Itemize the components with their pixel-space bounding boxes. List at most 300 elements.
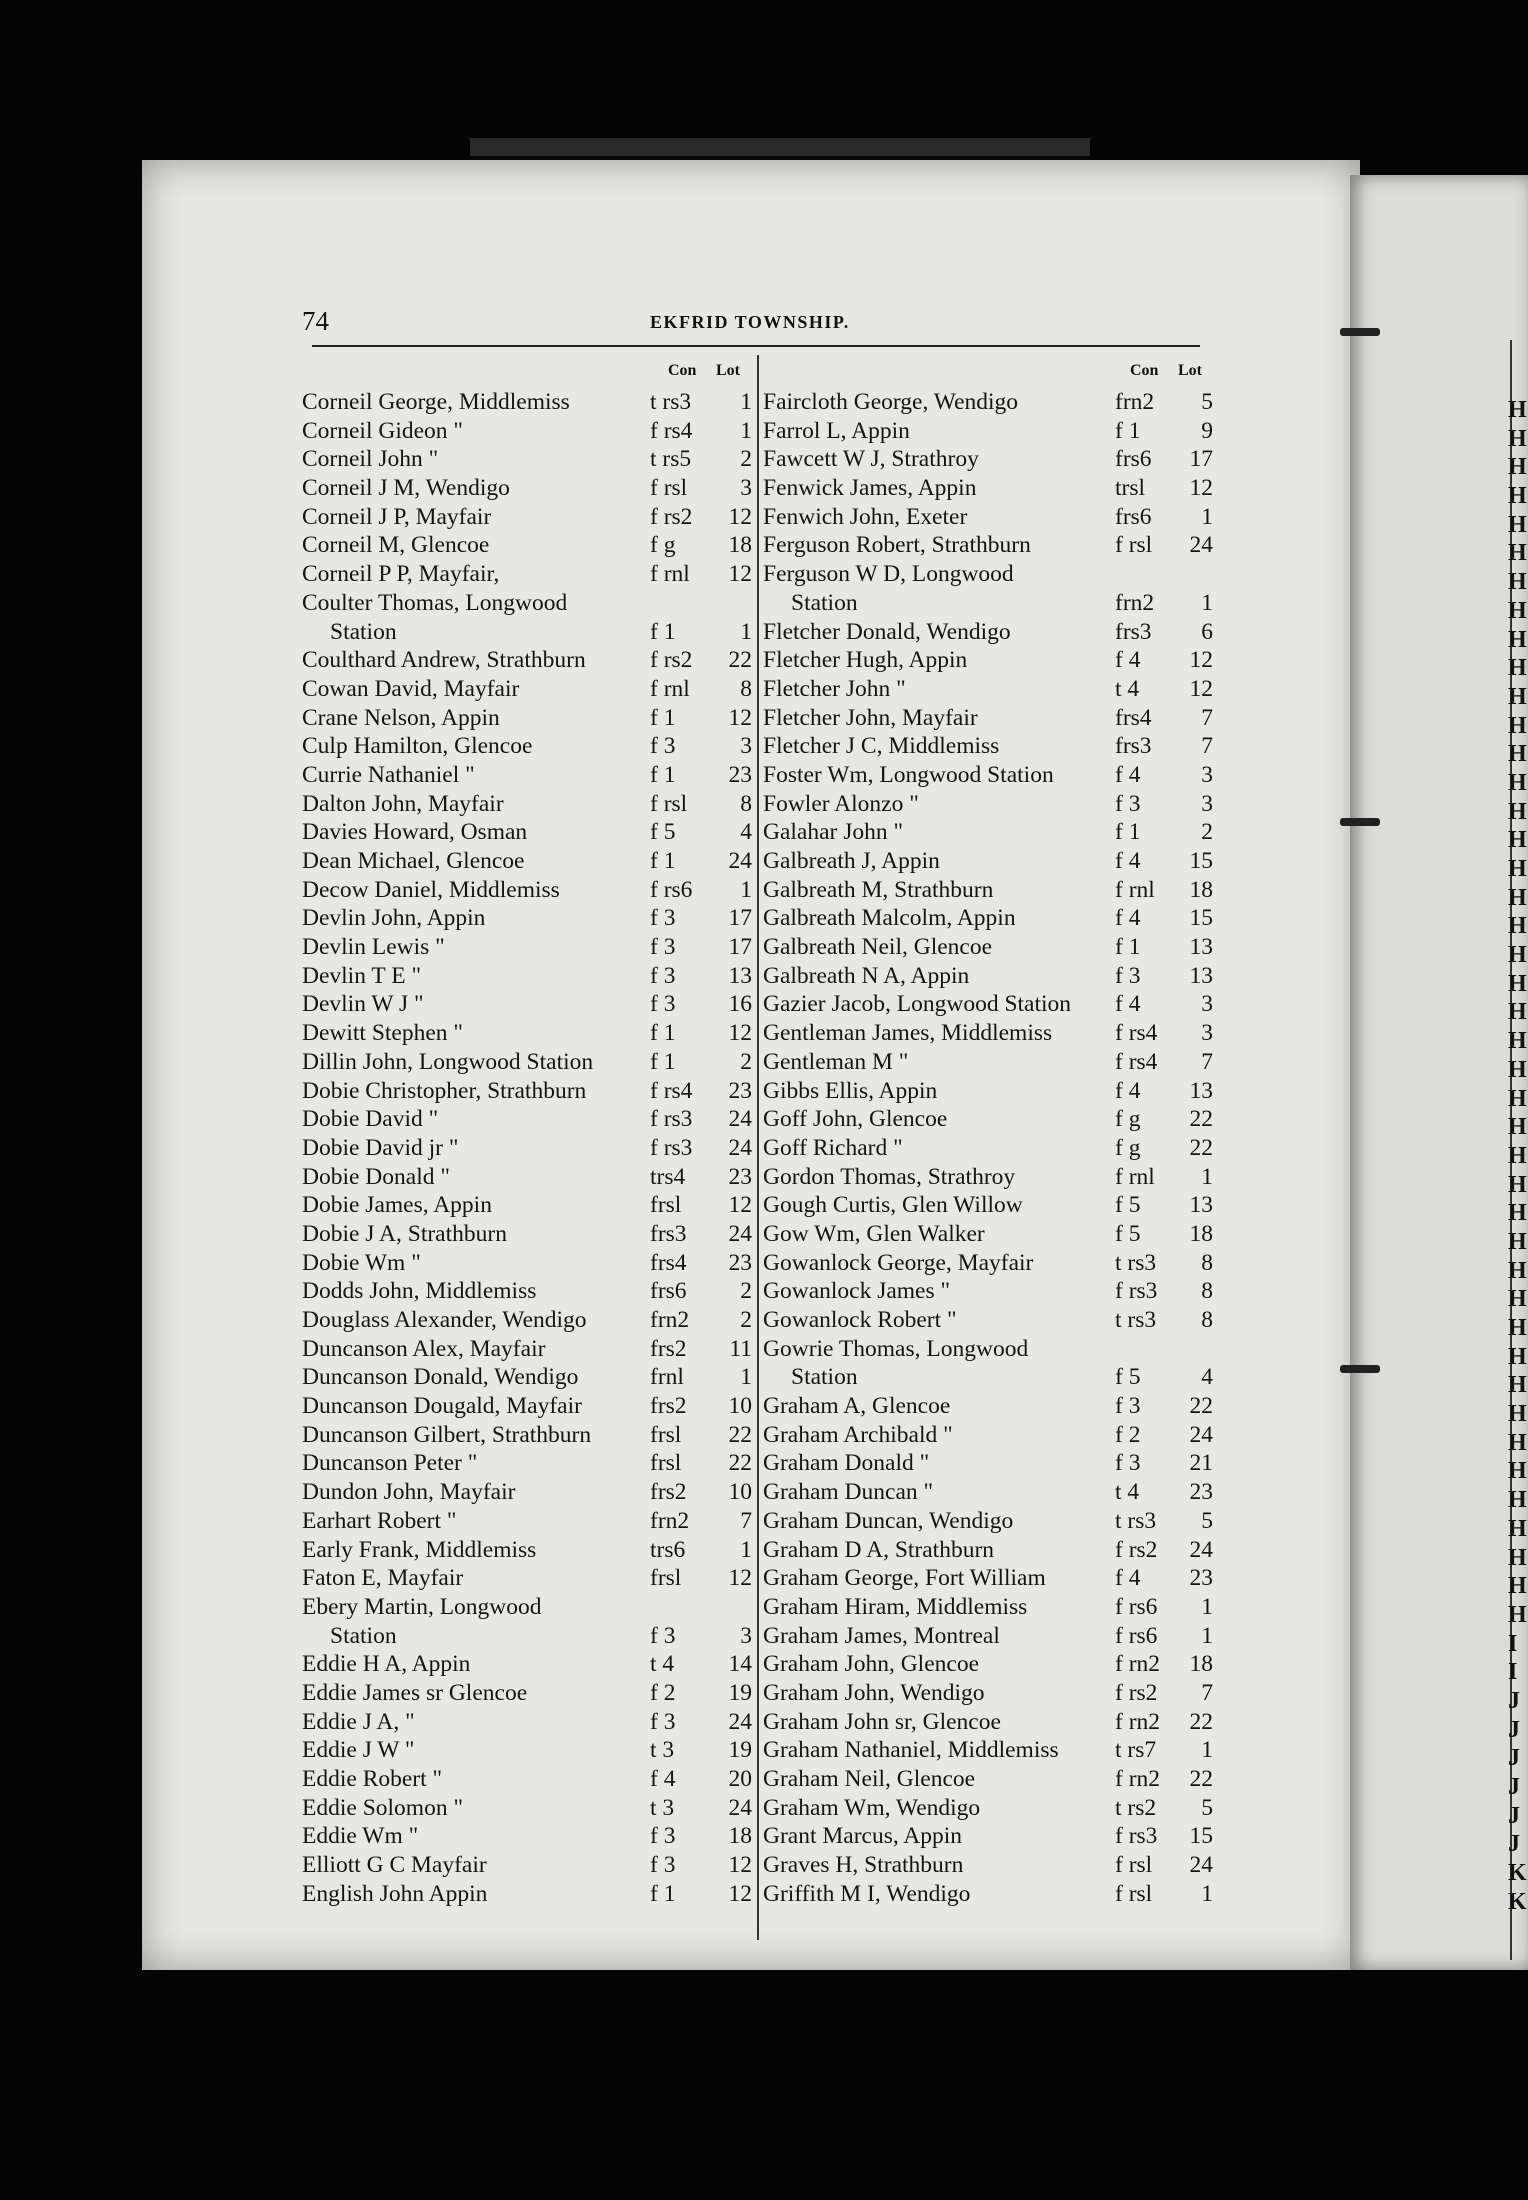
entry-con: f 4 — [1115, 905, 1141, 932]
strip-letter: I — [1508, 1630, 1518, 1657]
directory-entry — [302, 904, 752, 933]
entry-con: f rs3 — [1115, 1278, 1158, 1305]
entry-lot: 1 — [1201, 503, 1213, 530]
directory-entry — [763, 503, 1213, 532]
entry-con: f 4 — [1115, 647, 1141, 674]
directory-entry — [763, 560, 1213, 589]
entry-name: Eddie H A, Appin — [302, 1651, 471, 1678]
entry-name: Station — [791, 589, 858, 616]
strip-letter: I — [1508, 1659, 1518, 1686]
directory-entry — [302, 1507, 752, 1536]
strip-letter: H — [1508, 1401, 1527, 1428]
entry-con: f 2 — [650, 1679, 676, 1706]
directory-entry — [763, 1392, 1213, 1421]
entry-con: f rnl — [1115, 876, 1155, 903]
entry-con: frsl — [650, 1192, 682, 1219]
strip-letter: H — [1508, 970, 1527, 997]
directory-entry — [302, 1880, 752, 1909]
entry-lot: 13 — [728, 962, 752, 989]
directory-entry — [763, 962, 1213, 991]
adjacent-page-strip — [1350, 175, 1528, 1970]
entry-lot: 2 — [740, 1048, 752, 1075]
entry-con: f 3 — [650, 733, 676, 760]
strip-letter: H — [1508, 1114, 1527, 1141]
entry-con: f rs4 — [1115, 1048, 1158, 1075]
entry-lot: 1 — [740, 1536, 752, 1563]
strip-letter: H — [1508, 540, 1527, 567]
binding-clip — [1340, 818, 1380, 826]
entry-lot: 15 — [1189, 848, 1213, 874]
entry-lot: 15 — [1189, 905, 1213, 932]
entry-lot: 6 — [1201, 618, 1213, 645]
directory-entry — [302, 790, 752, 819]
entry-lot: 1 — [1201, 1880, 1213, 1907]
adjacent-page-letters — [1508, 396, 1528, 1916]
entry-lot: 12 — [1189, 647, 1213, 674]
entry-name: Douglass Alexander, Wendigo — [302, 1307, 587, 1333]
directory-entry — [302, 388, 752, 417]
entry-con: f 3 — [650, 962, 676, 989]
entry-lot: 1 — [1201, 1163, 1213, 1190]
entry-name: Ebery Martin, Longwood — [302, 1593, 542, 1620]
entry-con: f 4 — [1115, 991, 1141, 1018]
entry-lot: 7 — [1201, 704, 1213, 731]
entry-name: Galbreath Neil, Glencoe — [763, 934, 993, 961]
entry-lot: 4 — [740, 819, 752, 846]
entry-name: Devlin Lewis " — [302, 934, 445, 961]
entry-con: frn2 — [650, 1507, 690, 1534]
directory-entry — [302, 1220, 752, 1249]
directory-entry — [763, 1220, 1213, 1249]
entry-con: f 4 — [1115, 1077, 1141, 1104]
entry-name: Devlin T E " — [302, 962, 422, 989]
entry-con: f rsl — [1115, 1852, 1153, 1879]
entry-name: Gough Curtis, Glen Willow — [763, 1192, 1023, 1219]
entry-name: Dobie J A, Strathburn — [302, 1220, 507, 1247]
entry-con: f 4 — [1115, 761, 1141, 788]
entry-name: Station — [791, 1364, 858, 1391]
entry-name: Corneil George, Middlemiss — [302, 389, 570, 415]
entry-con: frsl — [650, 1450, 682, 1477]
entry-lot: 22 — [728, 1421, 752, 1448]
page-header — [302, 300, 1202, 340]
entry-lot: 7 — [1201, 733, 1213, 760]
strip-letter: H — [1508, 483, 1527, 510]
entry-name: Early Frank, Middlemiss — [302, 1536, 537, 1563]
entry-name: Fowler Alonzo " — [763, 790, 919, 817]
entry-name: Culp Hamilton, Glencoe — [302, 733, 533, 760]
entry-name: Dalton John, Mayfair — [302, 790, 504, 817]
entry-name: Gazier Jacob, Longwood Station — [763, 991, 1072, 1018]
entry-lot: 9 — [1201, 417, 1213, 444]
directory-entry — [302, 1851, 752, 1880]
directory-entry — [763, 1622, 1213, 1651]
entry-name: English John Appin — [302, 1880, 488, 1907]
entry-lot: 22 — [1189, 1134, 1213, 1161]
entry-lot: 23 — [1189, 1565, 1213, 1592]
entry-name: Corneil J P, Mayfair — [302, 503, 492, 530]
directory-entry — [763, 1593, 1213, 1622]
entry-lot: 15 — [1189, 1823, 1213, 1850]
strip-letter: J — [1508, 1745, 1520, 1772]
directory-entry — [302, 618, 752, 647]
directory-entry — [763, 589, 1213, 618]
entry-name: Graham George, Fort William — [763, 1565, 1046, 1592]
entry-name: Eddie J A, " — [302, 1708, 415, 1735]
entry-lot: 8 — [1201, 1249, 1213, 1276]
entry-lot: 10 — [728, 1393, 752, 1420]
entry-lot: 20 — [728, 1766, 752, 1792]
entry-con: t rs2 — [1115, 1794, 1157, 1821]
strip-letter: H — [1508, 454, 1527, 481]
entry-con: f 1 — [1115, 934, 1141, 961]
strip-letter: H — [1508, 1487, 1527, 1514]
entry-con: f rs4 — [650, 417, 693, 444]
entry-lot: 3 — [1201, 1020, 1213, 1047]
directory-entry — [302, 1048, 752, 1077]
entry-lot: 1 — [740, 876, 752, 903]
strip-letter: H — [1508, 942, 1527, 969]
directory-entry — [763, 1019, 1213, 1048]
entry-con: f rs6 — [1115, 1593, 1158, 1620]
entry-lot: 24 — [728, 1106, 752, 1133]
entry-con: t rs3 — [1115, 1307, 1157, 1333]
directory-entry — [302, 646, 752, 675]
entry-name: Dobie Donald " — [302, 1163, 450, 1190]
entry-name: Gordon Thomas, Strathroy — [763, 1163, 1016, 1190]
directory-entry — [763, 1478, 1213, 1507]
directory-entry — [763, 1679, 1213, 1708]
running-title: EKFRID TOWNSHIP. — [650, 312, 850, 332]
entry-lot: 22 — [728, 647, 752, 674]
directory-entry — [763, 646, 1213, 675]
entry-name: Galahar John " — [763, 819, 904, 846]
directory-entry — [763, 1564, 1213, 1593]
column-divider — [757, 355, 759, 1940]
strip-letter: H — [1508, 1028, 1527, 1055]
directory-entry — [302, 1622, 752, 1651]
entry-lot: 18 — [1189, 1220, 1213, 1247]
directory-entry — [302, 589, 752, 618]
entry-lot: 23 — [1189, 1479, 1213, 1506]
entry-con: f g — [1115, 1106, 1141, 1133]
entry-name: Gowanlock George, Mayfair — [763, 1249, 1034, 1276]
binding-clip — [1340, 1365, 1380, 1373]
entry-con: trs4 — [650, 1163, 686, 1190]
entry-con: f 4 — [1115, 848, 1141, 874]
strip-letter: H — [1508, 1372, 1527, 1399]
entry-name: Grant Marcus, Appin — [763, 1823, 963, 1850]
entry-name: Graham James, Montreal — [763, 1622, 1000, 1649]
entry-con: t rs7 — [1115, 1737, 1157, 1764]
strip-letter: J — [1508, 1831, 1520, 1858]
entry-lot: 24 — [728, 1134, 752, 1161]
left-column-entries — [302, 388, 752, 1908]
directory-entry — [302, 1077, 752, 1106]
directory-entry — [302, 503, 752, 532]
entry-name: Duncanson Peter " — [302, 1450, 478, 1477]
entry-lot: 24 — [1189, 532, 1213, 559]
entry-con: f 2 — [1115, 1421, 1141, 1448]
entry-con: f rnl — [650, 675, 690, 702]
entry-lot: 13 — [1189, 1077, 1213, 1104]
entry-lot: 12 — [1189, 675, 1213, 702]
entry-name: Gowanlock Robert " — [763, 1307, 957, 1333]
directory-entry — [302, 818, 752, 847]
directory-entry — [302, 1363, 752, 1392]
directory-entry — [763, 1851, 1213, 1880]
strip-letter: H — [1508, 511, 1527, 538]
entry-name: Eddie Robert " — [302, 1766, 443, 1792]
strip-letter: H — [1508, 856, 1527, 882]
directory-entry — [763, 618, 1213, 647]
entry-lot: 21 — [1189, 1450, 1213, 1477]
entry-con: f rsl — [1115, 532, 1153, 559]
directory-entry — [763, 1765, 1213, 1794]
entry-con: f rs4 — [650, 1077, 693, 1104]
entry-lot: 1 — [1201, 1622, 1213, 1649]
entry-lot: 5 — [1201, 1794, 1213, 1821]
entry-con: f rs2 — [650, 647, 693, 674]
entry-name: Corneil J M, Wendigo — [302, 475, 510, 502]
entry-con: frs4 — [1115, 704, 1152, 731]
entry-name: Coulthard Andrew, Strathburn — [302, 647, 586, 674]
directory-entry — [302, 1564, 752, 1593]
entry-name: Station — [330, 1622, 397, 1649]
entry-lot: 24 — [728, 1708, 752, 1735]
directory-entry — [763, 1880, 1213, 1909]
strip-letter: H — [1508, 999, 1527, 1026]
entry-lot: 19 — [728, 1679, 752, 1706]
entry-con: t 4 — [1115, 1479, 1140, 1506]
entry-name: Eddie Wm " — [302, 1823, 419, 1850]
entry-lot: 3 — [1201, 761, 1213, 788]
entry-name: Dobie Christopher, Strathburn — [302, 1077, 587, 1104]
entry-lot: 22 — [1189, 1393, 1213, 1420]
entry-name: Dodds John, Middlemiss — [302, 1278, 537, 1305]
entry-con: frs2 — [650, 1335, 687, 1362]
entry-lot: 18 — [728, 1823, 752, 1850]
entry-con: f 3 — [1115, 790, 1141, 817]
strip-letter: H — [1508, 1200, 1527, 1227]
entry-con: trsl — [1115, 475, 1146, 502]
directory-entry — [763, 388, 1213, 417]
strip-letter: H — [1508, 397, 1527, 423]
strip-letter: H — [1508, 798, 1527, 825]
entry-con: f 3 — [1115, 1450, 1141, 1477]
directory-entry — [763, 1335, 1213, 1364]
directory-entry — [763, 474, 1213, 503]
entry-name: Graham D A, Strathburn — [763, 1536, 995, 1563]
directory-entry — [763, 761, 1213, 790]
entry-con: frsl — [650, 1421, 682, 1448]
directory-entry — [302, 704, 752, 733]
directory-entry — [302, 1478, 752, 1507]
entry-con: f rs2 — [650, 503, 693, 530]
entry-lot: 10 — [728, 1479, 752, 1506]
entry-lot: 1 — [1201, 1737, 1213, 1764]
entry-con: f 3 — [650, 1708, 676, 1735]
directory-entry — [763, 990, 1213, 1019]
entry-lot: 4 — [1201, 1364, 1213, 1391]
entry-name: Fletcher Donald, Wendigo — [763, 618, 1011, 645]
directory-entry — [763, 1163, 1213, 1192]
strip-letter: H — [1508, 683, 1527, 710]
directory-entry — [302, 1536, 752, 1565]
entry-con: f rn2 — [1115, 1708, 1161, 1735]
entry-name: Faircloth George, Wendigo — [763, 389, 1019, 415]
entry-con: f rsl — [650, 475, 688, 502]
entry-name: Graham Duncan, Wendigo — [763, 1507, 1014, 1534]
entry-lot: 18 — [728, 532, 752, 559]
entry-name: Galbreath Malcolm, Appin — [763, 905, 1016, 932]
entry-con: f 4 — [1115, 1565, 1141, 1592]
entry-lot: 3 — [740, 1622, 752, 1649]
entry-lot: 12 — [728, 1192, 752, 1219]
entry-name: Dewitt Stephen " — [302, 1020, 464, 1047]
strip-letter: H — [1508, 884, 1527, 911]
entry-con: f rs6 — [1115, 1622, 1158, 1649]
entry-name: Eddie James sr Glencoe — [302, 1679, 528, 1706]
entry-name: Dobie Wm " — [302, 1249, 421, 1276]
lot-header-right: Lot — [1178, 362, 1202, 379]
entry-lot: 3 — [740, 475, 752, 502]
strip-letter: H — [1508, 827, 1527, 854]
entry-con: f rs3 — [650, 1106, 693, 1133]
entry-con: t 4 — [1115, 675, 1140, 702]
entry-name: Devlin John, Appin — [302, 905, 486, 932]
entry-lot: 22 — [1189, 1106, 1213, 1133]
directory-entry — [763, 1191, 1213, 1220]
entry-con: f 1 — [650, 1880, 676, 1907]
entry-con: f 3 — [650, 905, 676, 932]
entry-name: Goff John, Glencoe — [763, 1106, 948, 1133]
directory-entry — [302, 761, 752, 790]
entry-con: t rs3 — [650, 389, 692, 415]
entry-lot: 7 — [1201, 1048, 1213, 1075]
entry-lot: 8 — [1201, 1307, 1213, 1333]
entry-con: f 1 — [1115, 417, 1141, 444]
entry-lot: 23 — [728, 1249, 752, 1276]
entry-name: Duncanson Dougald, Mayfair — [302, 1393, 582, 1420]
directory-entry — [763, 1536, 1213, 1565]
entry-con: f rs4 — [1115, 1020, 1158, 1047]
strip-letter: H — [1508, 425, 1527, 452]
entry-name: Gibbs Ellis, Appin — [763, 1077, 938, 1104]
entry-con: f 5 — [1115, 1364, 1141, 1391]
entry-name: Earhart Robert " — [302, 1507, 457, 1534]
binding-clip — [1340, 328, 1380, 336]
entry-name: Cowan David, Mayfair — [302, 675, 520, 702]
entry-lot: 12 — [1189, 475, 1213, 502]
entry-name: Fletcher John, Mayfair — [763, 704, 978, 731]
entry-con: f 5 — [650, 819, 676, 846]
entry-lot: 2 — [740, 1278, 752, 1305]
entry-name: Fletcher J C, Middlemiss — [763, 733, 1000, 760]
entry-lot: 17 — [728, 934, 752, 961]
entry-con: t 3 — [650, 1794, 675, 1821]
entry-con: frsl — [650, 1565, 682, 1592]
entry-name: Eddie Solomon " — [302, 1794, 464, 1821]
directory-entry — [763, 704, 1213, 733]
directory-entry — [763, 1277, 1213, 1306]
directory-entry — [302, 1822, 752, 1851]
entry-con: t rs5 — [650, 446, 692, 473]
directory-entry — [302, 1335, 752, 1364]
entry-name: Gentleman James, Middlemiss — [763, 1020, 1053, 1047]
strip-letter: J — [1508, 1774, 1520, 1800]
entry-lot: 1 — [740, 1364, 752, 1391]
directory-entry — [302, 417, 752, 446]
strip-letter: H — [1508, 1458, 1527, 1485]
strip-letter: H — [1508, 1228, 1527, 1255]
entry-con: f g — [1115, 1134, 1141, 1161]
entry-lot: 1 — [1201, 1593, 1213, 1620]
entry-lot: 24 — [728, 1220, 752, 1247]
entry-con: frs3 — [1115, 733, 1152, 760]
directory-entry — [763, 1421, 1213, 1450]
strip-letter: H — [1508, 1085, 1527, 1112]
strip-letter: H — [1508, 1171, 1527, 1198]
strip-letter: H — [1508, 1286, 1527, 1313]
directory-entry — [763, 1507, 1213, 1536]
entry-lot: 22 — [1189, 1766, 1213, 1792]
entry-con: f 5 — [1115, 1192, 1141, 1219]
page-number: 74 — [302, 306, 329, 336]
entry-con: frn2 — [1115, 389, 1155, 415]
directory-entry — [302, 445, 752, 474]
entry-con: f rnl — [1115, 1163, 1155, 1190]
entry-con: frn2 — [1115, 589, 1155, 616]
entry-con: f 3 — [1115, 1393, 1141, 1420]
entry-con: f rs3 — [650, 1134, 693, 1161]
entry-name: Decow Daniel, Middlemiss — [302, 876, 560, 903]
entry-con: f 1 — [650, 1020, 676, 1047]
entry-name: Fenwick James, Appin — [763, 475, 977, 502]
directory-entry — [302, 1593, 752, 1622]
entry-lot: 2 — [1201, 819, 1213, 846]
entry-name: Dobie James, Appin — [302, 1192, 492, 1219]
entry-name: Dillin John, Longwood Station — [302, 1048, 594, 1075]
entry-lot: 12 — [728, 561, 752, 588]
strip-letter: J — [1508, 1802, 1520, 1829]
directory-entry — [763, 1363, 1213, 1392]
entry-lot: 23 — [728, 1077, 752, 1104]
entry-lot: 18 — [1189, 1651, 1213, 1678]
strip-letter: H — [1508, 1544, 1527, 1571]
directory-entry — [302, 1306, 752, 1335]
entry-con: f 1 — [650, 704, 676, 731]
entry-name: Graham Hiram, Middlemiss — [763, 1593, 1028, 1620]
directory-entry — [302, 1421, 752, 1450]
entry-name: Devlin W J " — [302, 991, 424, 1018]
entry-name: Eddie J W " — [302, 1737, 415, 1764]
entry-lot: 23 — [728, 761, 752, 788]
entry-lot: 8 — [1201, 1278, 1213, 1305]
directory-entry — [763, 1306, 1213, 1335]
entry-lot: 24 — [728, 1794, 752, 1821]
strip-letter: H — [1508, 1343, 1527, 1370]
entry-name: Fawcett W J, Strathroy — [763, 446, 979, 473]
entry-con: f 3 — [650, 1852, 676, 1879]
directory-entry — [302, 1765, 752, 1794]
entry-lot: 12 — [728, 1852, 752, 1879]
directory-entry — [302, 962, 752, 991]
entry-lot: 17 — [728, 905, 752, 932]
entry-con: f 3 — [1115, 962, 1141, 989]
entry-name: Duncanson Alex, Mayfair — [302, 1335, 546, 1362]
directory-entry — [763, 732, 1213, 761]
